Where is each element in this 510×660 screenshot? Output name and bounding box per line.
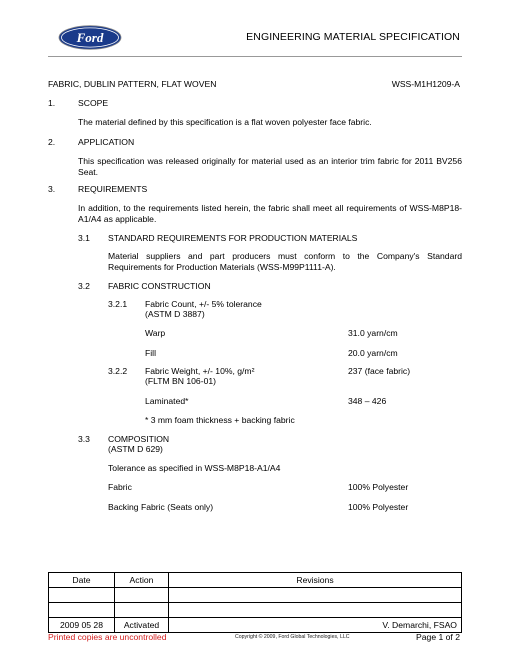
fabric-weight-value: 237 (face fabric) bbox=[348, 366, 411, 376]
backing-fabric-value: 100% Polyester bbox=[348, 502, 409, 512]
section-number: 2. bbox=[48, 137, 56, 147]
composition-tolerance: Tolerance as specified in WSS-M8P18-A1/A4 bbox=[108, 463, 281, 473]
table-row bbox=[49, 588, 462, 603]
standard-requirements-text: Material suppliers and part producers must conform to the Company's Standard Requirements for Production Materials (WSS-M99P1111-A). bbox=[108, 251, 462, 272]
subsection-heading-fabric-construction: FABRIC CONSTRUCTION bbox=[108, 281, 211, 291]
column-header-revisions: Revisions bbox=[169, 573, 462, 588]
column-header-action: Action bbox=[115, 573, 169, 588]
fabric-count-method: (ASTM D 3887) bbox=[145, 309, 205, 319]
revisions-table bbox=[48, 572, 462, 633]
table-cell bbox=[49, 603, 115, 618]
fabric-label: Fabric bbox=[108, 482, 132, 492]
spec-number: WSS-M1H1209-A bbox=[391, 79, 460, 89]
section-number: 3. bbox=[48, 184, 56, 194]
header-divider bbox=[48, 56, 462, 57]
scope-text: The material defined by this specification is a flat woven polyester face fabric. bbox=[78, 117, 372, 127]
material-name: FABRIC, DUBLIN PATTERN, FLAT WOVEN bbox=[48, 79, 217, 89]
page-number: Page 1 of 2 bbox=[416, 632, 460, 642]
subsubsection-number: 3.2.2 bbox=[108, 366, 128, 376]
revision-action: Activated bbox=[115, 618, 169, 633]
ford-logo-text: Ford bbox=[76, 30, 104, 45]
table-cell bbox=[169, 588, 462, 603]
table-row bbox=[49, 618, 462, 633]
subsubsection-number: 3.2.1 bbox=[108, 299, 128, 309]
revision-author: V. Demarchi, FSAO bbox=[169, 618, 462, 633]
section-heading-scope: SCOPE bbox=[78, 98, 109, 108]
subsection-number: 3.2 bbox=[78, 281, 90, 291]
document-title: ENGINEERING MATERIAL SPECIFICATION bbox=[246, 31, 460, 43]
fabric-count-title: Fabric Count, +/- 5% tolerance bbox=[145, 299, 262, 309]
laminated-label: Laminated* bbox=[145, 396, 189, 406]
subsection-heading-standard-requirements: STANDARD REQUIREMENTS FOR PRODUCTION MATERIALS bbox=[108, 233, 358, 243]
table-header-row bbox=[49, 573, 462, 588]
laminated-value: 348 – 426 bbox=[348, 396, 387, 406]
column-header-date: Date bbox=[49, 573, 115, 588]
composition-method: (ASTM D 629) bbox=[108, 444, 163, 454]
table-cell bbox=[115, 588, 169, 603]
table-cell bbox=[115, 603, 169, 618]
table-cell bbox=[169, 603, 462, 618]
section-heading-application: APPLICATION bbox=[78, 137, 135, 147]
subsection-number: 3.1 bbox=[78, 233, 90, 243]
section-number: 1. bbox=[48, 98, 56, 108]
backing-fabric-label: Backing Fabric (Seats only) bbox=[108, 502, 214, 512]
table-cell bbox=[49, 588, 115, 603]
fill-label: Fill bbox=[145, 348, 156, 358]
fabric-weight-title: Fabric Weight, +/- 10%, g/m² bbox=[145, 366, 255, 376]
revision-date: 2009 05 28 bbox=[49, 618, 115, 633]
laminated-note: * 3 mm foam thickness + backing fabric bbox=[145, 415, 295, 425]
application-text: This specification was released originally for material used as an interior trim fabric for 2011 BV256 Seat. bbox=[78, 156, 462, 177]
fabric-value: 100% Polyester bbox=[348, 482, 409, 492]
copyright-notice: Copyright © 2009, Ford Global Technologies, LLC bbox=[235, 634, 350, 640]
subsection-heading-composition: COMPOSITION bbox=[108, 434, 170, 444]
requirements-text: In addition, to the requirements listed herein, the fabric shall meet all requirements of WSS-M8P18-A1/A4 as applicable. bbox=[78, 203, 462, 224]
table-row bbox=[49, 603, 462, 618]
fabric-weight-method: (FLTM BN 106-01) bbox=[145, 376, 216, 386]
fill-value: 20.0 yarn/cm bbox=[348, 348, 398, 358]
warp-value: 31.0 yarn/cm bbox=[348, 328, 398, 338]
subsection-number: 3.3 bbox=[78, 434, 90, 444]
warp-label: Warp bbox=[145, 328, 166, 338]
ford-logo bbox=[58, 25, 122, 50]
section-heading-requirements: REQUIREMENTS bbox=[78, 184, 148, 194]
uncontrolled-copy-notice: Printed copies are uncontrolled bbox=[48, 632, 167, 642]
